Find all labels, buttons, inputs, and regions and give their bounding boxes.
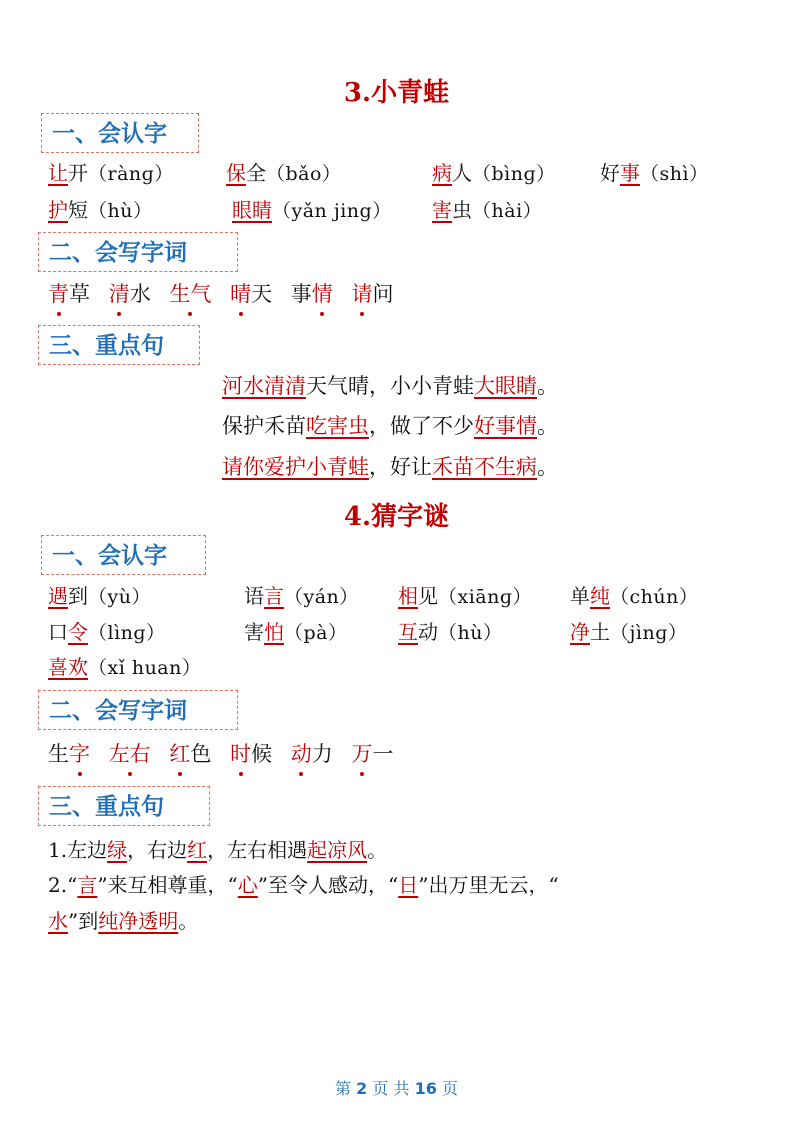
lesson4-sentence-2: 2.“言”来互相尊重，“心”至令人感动，“日”出万里无云，“ [48, 873, 559, 897]
lesson3-heading-recognize: 一、会认字 [41, 113, 199, 153]
lesson4-title: 4.猜字谜 [343, 502, 450, 532]
lesson3-heading-sentences: 三、重点句 [38, 325, 200, 365]
lesson3-sentence-2: 保护禾苗吃害虫，做了不少好事情。 [222, 414, 558, 438]
lesson3-sentence-1: 河水清清天气晴，小小青蛙大眼睛。 [222, 374, 558, 398]
lesson4-sentence-2-cont: 水”到纯净透明。 [48, 909, 199, 933]
page-footer: 第 2 页 共 16 页 [335, 1079, 458, 1098]
lesson3-word-list: 青草 清水 生气 晴天 事情 请问 [48, 278, 405, 310]
lesson4-heading-sentences: 三、重点句 [38, 786, 210, 826]
lesson3-title: 3.小青蛙 [343, 78, 450, 108]
total-page-count: 16 [414, 1079, 437, 1098]
lesson4-heading-write: 二、会写字词 [38, 690, 238, 730]
current-page-number: 2 [356, 1079, 368, 1098]
lesson4-sentence-1: 1.左边绿，右边红，左右相遇起凉风。 [48, 838, 388, 862]
lesson3-heading-write: 二、会写字词 [38, 232, 238, 272]
lesson4-heading-recognize: 一、会认字 [41, 535, 206, 575]
lesson3-sentence-3: 请你爱护小青蛙，好让禾苗不生病。 [222, 455, 558, 479]
lesson4-word-list: 生字 左右 红色 时候 动力 万一 [48, 738, 405, 770]
